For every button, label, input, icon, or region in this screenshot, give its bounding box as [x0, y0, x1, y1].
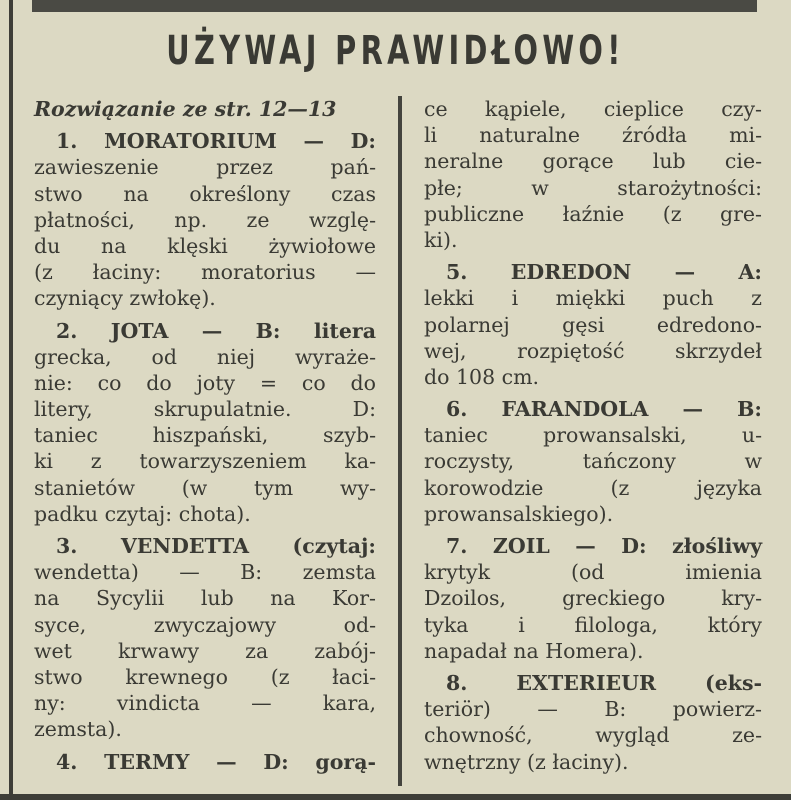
- entry-heading: 2. JOTA — B: litera: [56, 318, 376, 343]
- entry-line: ki z towarzyszeniem ka-: [34, 449, 376, 474]
- entry-line: li naturalne źródła mi-: [424, 123, 762, 148]
- bottom-border-rule: [0, 794, 791, 800]
- entry-line: stanietów (w tym wy-: [34, 475, 376, 500]
- entry-line: ny: vindicta — kara,: [34, 691, 376, 716]
- entry-2-jota: [34, 318, 376, 528]
- entry-line: neralne gorące lub cie-: [424, 149, 762, 174]
- entry-4-termy: [34, 749, 376, 775]
- entry-line: stwo na określony czas: [34, 181, 376, 206]
- entry-line: na Sycylii lub na Kor-: [34, 586, 376, 611]
- entry-heading: 5. EDREDON — A:: [446, 260, 762, 285]
- entry-line: korowodzie (z języka: [424, 475, 762, 500]
- entry-line: ki).: [424, 227, 458, 252]
- right-column: [424, 96, 762, 775]
- entry-1-moratorium: [34, 128, 376, 311]
- entry-line: napadał na Homera).: [424, 638, 644, 663]
- column-divider: [398, 96, 402, 786]
- entry-heading: 1. MORATORIUM — D:: [56, 129, 376, 154]
- entry-line: taniec prowansalski, u-: [424, 423, 762, 448]
- entry-line: zawieszenie przez pań-: [34, 155, 376, 180]
- entry-line: litery, skrupulatnie. D:: [34, 397, 376, 422]
- entry-heading: 6. FARANDOLA — B:: [446, 397, 762, 422]
- entry-line: prowansalskiego).: [424, 501, 614, 526]
- entry-line: ce kąpiele, cieplice czy-: [424, 97, 762, 121]
- entry-line: płe; w starożytności:: [424, 175, 762, 200]
- left-column: [34, 96, 376, 775]
- entry-line: Dzoilos, greckiego kry-: [424, 586, 762, 611]
- entry-line: publiczne łaźnie (z gre-: [424, 201, 762, 226]
- entry-line: taniec hiszpański, szyb-: [34, 423, 376, 448]
- entry-line: krytyk (od imienia: [424, 560, 762, 585]
- entry-line: padku czytaj: chota).: [34, 501, 251, 526]
- entry-heading: 4. TERMY — D: gorą-: [56, 749, 376, 774]
- page-title: UŻYWAJ PRAWIDŁOWO!: [166, 28, 625, 74]
- entry-line: lekki i miękki puch z: [424, 286, 762, 311]
- entry-line: roczysty, tańczony w: [424, 449, 762, 474]
- subtitle: Rozwiązanie ze str. 12—13: [34, 97, 337, 121]
- entry-line: zemsta).: [34, 717, 122, 742]
- top-bar: [32, 0, 757, 12]
- entry-5-edredon: [424, 259, 762, 390]
- entry-line: stwo krewnego (z łaci-: [34, 664, 376, 689]
- entry-8-exterieur: [424, 670, 762, 775]
- entry-line: polarnej gęsi edredono-: [424, 312, 762, 337]
- entry-line: grecka, od niej wyraże-: [34, 344, 376, 369]
- entry-4-termy-continued: [424, 96, 762, 253]
- entry-line: wendetta) — B: zemsta: [34, 560, 376, 585]
- entry-7-zoil: [424, 533, 762, 664]
- entry-line: nie: co do joty = co do: [34, 370, 376, 395]
- entry-6-farandola: [424, 396, 762, 527]
- entry-line: du na klęski żywiołowe: [34, 233, 376, 258]
- left-border-rule: [9, 0, 13, 800]
- entry-heading: 8. EXTERIEUR (eks-: [446, 670, 762, 695]
- entry-heading: 7. ZOIL — D: złośliwy: [446, 534, 762, 558]
- entry-line: syce, zwyczajowy od-: [34, 612, 376, 637]
- entry-line: wet krwawy za zabój-: [34, 638, 376, 663]
- entry-line: tyka i filologa, który: [424, 612, 762, 637]
- entry-line: do 108 cm.: [424, 364, 540, 389]
- entry-line: płatności, np. ze wzglę-: [34, 207, 376, 232]
- entry-line: (z łaciny: moratorius —: [34, 260, 376, 285]
- entry-line: wej, rozpiętość skrzydeł: [424, 338, 762, 363]
- entry-line: teriör) — B: powierz-: [424, 697, 762, 722]
- entry-line: chowność, wygląd ze-: [424, 723, 762, 748]
- entry-3-vendetta: [34, 533, 376, 743]
- entry-line: czyniący zwłokę).: [34, 286, 216, 311]
- entry-line: wnętrzny (z łaciny).: [424, 749, 629, 774]
- entry-heading: 3. VENDETTA (czytaj:: [56, 534, 376, 558]
